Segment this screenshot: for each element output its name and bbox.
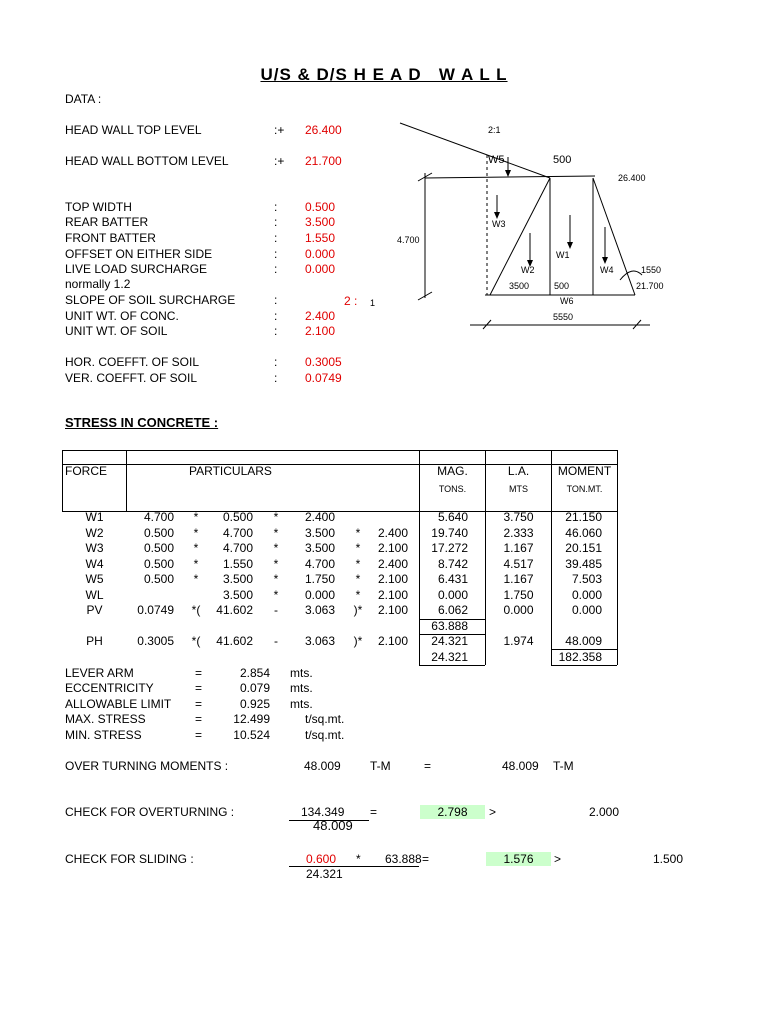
row-op3: )* — [353, 634, 363, 648]
param-label: HEAD WALL BOTTOM LEVEL — [65, 154, 229, 168]
row-mag: 19.740 — [431, 526, 468, 540]
row-op1: * — [193, 541, 199, 555]
result-unit: mts. — [290, 697, 313, 711]
row-la: 3.750 — [503, 510, 534, 524]
row-c: 3.063 — [304, 634, 335, 648]
soil-slope-line — [400, 123, 550, 178]
otm-u2: T-M — [553, 759, 574, 773]
row-b: 41.602 — [216, 603, 253, 617]
row-moment: 21.150 — [565, 510, 602, 524]
result-eq: = — [195, 712, 203, 726]
result-unit: mts. — [290, 681, 313, 695]
wall-top-line — [425, 176, 595, 178]
row-force: W3 — [85, 541, 104, 555]
row-a: 0.500 — [143, 541, 174, 555]
fig-top-width: 500 — [553, 154, 572, 166]
row-force: W4 — [85, 557, 104, 571]
fig-w5: W5 — [488, 154, 505, 166]
param-sep: : — [274, 200, 278, 214]
row-op3: * — [355, 557, 361, 571]
param-label: HEAD WALL TOP LEVEL — [65, 123, 202, 137]
param-sep: : — [274, 355, 278, 369]
section-header: STRESS IN CONCRETE : — [65, 415, 219, 430]
row-la: 0.000 — [503, 603, 534, 617]
row-op2: - — [274, 634, 278, 648]
cs-coef: 0.600 — [306, 852, 337, 866]
cs-op: * — [356, 852, 361, 866]
param-value: 0.000 — [305, 262, 336, 276]
cot-cmp: > — [489, 805, 497, 819]
fig-bottom-level: 21.700 — [636, 281, 664, 291]
result-label: MAX. STRESS — [65, 712, 146, 726]
ph-mag-repeat: 24.321 — [431, 650, 468, 664]
row-moment: 0.000 — [571, 603, 602, 617]
param-label: OFFSET ON EITHER SIDE — [65, 247, 213, 261]
row-moment: 48.009 — [565, 634, 602, 648]
row-op2: * — [273, 510, 279, 524]
row-moment: 7.503 — [571, 572, 602, 586]
row-d: 2.400 — [377, 526, 408, 540]
result-label: LEVER ARM — [65, 666, 134, 680]
row-la: 1.167 — [503, 541, 534, 555]
result-value: 10.524 — [233, 728, 270, 742]
row-c: 3.500 — [304, 526, 335, 540]
cot-limit: 2.000 — [589, 805, 620, 819]
row-op2: - — [274, 603, 278, 617]
cs-num: 63.888 — [385, 852, 422, 866]
row-force: PH — [86, 634, 103, 648]
result-label: MIN. STRESS — [65, 728, 142, 742]
cot-den: 48.009 — [313, 818, 353, 833]
th-particulars: PARTICULARS — [189, 464, 272, 478]
row-force: W5 — [85, 572, 104, 586]
result-unit: mts. — [290, 666, 313, 680]
row-a: 0.500 — [143, 572, 174, 586]
param-label: normally 1.2 — [65, 277, 131, 291]
cs-den: 24.321 — [306, 867, 343, 881]
param-value: 1.550 — [305, 231, 336, 245]
row-mag: 0.000 — [437, 588, 468, 602]
head-wall-diagram — [380, 115, 670, 345]
row-c: 1.750 — [304, 572, 335, 586]
cot-result: 2.798 — [420, 805, 485, 819]
result-value: 0.925 — [239, 697, 270, 711]
row-op1: *( — [191, 603, 201, 617]
cs-label: CHECK FOR SLIDING : — [65, 852, 194, 866]
otm-label: OVER TURNING MOMENTS : — [65, 759, 229, 773]
cs-eq: = — [422, 852, 430, 866]
row-b: 1.550 — [222, 557, 253, 571]
fig-slope: 2:1 — [488, 125, 501, 135]
th-force: FORCE — [65, 464, 107, 478]
row-mag: 6.062 — [437, 603, 468, 617]
param-value: 0.0749 — [305, 371, 342, 385]
param-sep: : — [274, 215, 278, 229]
param-label: SLOPE OF SOIL SURCHARGE — [65, 293, 236, 307]
row-la: 2.333 — [503, 526, 534, 540]
th-la: L.A. — [507, 464, 530, 478]
sum-moment: 182.358 — [558, 650, 602, 664]
row-op1: * — [193, 526, 199, 540]
fig-w3: W3 — [492, 219, 506, 229]
result-eq: = — [195, 681, 203, 695]
row-op3: * — [355, 526, 361, 540]
result-label: ALLOWABLE LIMIT — [65, 697, 172, 711]
result-label: ECCENTRICITY — [65, 681, 154, 695]
result-eq: = — [195, 697, 203, 711]
row-b: 0.500 — [222, 510, 253, 524]
data-label: DATA : — [65, 92, 102, 106]
otm-u1: T-M — [370, 759, 391, 773]
param-label: REAR BATTER — [65, 215, 149, 229]
front-arc — [620, 271, 642, 280]
result-eq: = — [195, 728, 203, 742]
fig-base-total: 5550 — [553, 312, 574, 322]
row-op2: * — [273, 572, 279, 586]
param-label: UNIT WT. OF CONC. — [65, 309, 179, 323]
row-b: 4.700 — [222, 526, 253, 540]
cot-num: 134.349 — [301, 805, 345, 819]
param-sep: : — [274, 371, 278, 385]
row-d: 2.100 — [377, 572, 408, 586]
otm-v1: 48.009 — [304, 759, 341, 773]
cs-limit: 1.500 — [653, 852, 684, 866]
row-force: WL — [85, 588, 104, 602]
param-sep: :+ — [274, 123, 285, 137]
row-moment: 46.060 — [565, 526, 602, 540]
row-mag: 6.431 — [437, 572, 468, 586]
row-op3: )* — [353, 603, 363, 617]
row-b: 4.700 — [222, 541, 253, 555]
result-value: 12.499 — [233, 712, 270, 726]
param-value: 0.500 — [305, 200, 336, 214]
row-op1: * — [193, 557, 199, 571]
row-a: 0.500 — [143, 526, 174, 540]
param-sep: : — [274, 231, 278, 245]
param-value: 26.400 — [305, 123, 342, 137]
rear-batter-line — [490, 178, 550, 295]
row-op3: * — [355, 588, 361, 602]
fig-rear: 3500 — [509, 281, 530, 291]
row-mag: 5.640 — [437, 510, 468, 524]
param-value: 0.000 — [305, 247, 336, 261]
row-la: 4.517 — [503, 557, 534, 571]
param-label: VER. COEFFT. OF SOIL — [65, 371, 198, 385]
row-b: 3.500 — [222, 572, 253, 586]
param-value: 21.700 — [305, 154, 342, 168]
front-batter-line — [593, 178, 635, 295]
fig-top-level: 26.400 — [618, 173, 646, 183]
th-la-unit: MTS — [509, 484, 528, 494]
row-d: 2.100 — [377, 588, 408, 602]
row-force: W2 — [85, 526, 104, 540]
row-moment: 39.485 — [565, 557, 602, 571]
row-la: 1.974 — [503, 634, 534, 648]
result-unit: t/sq.mt. — [305, 712, 345, 726]
row-op1: *( — [191, 634, 201, 648]
row-mag: 24.321 — [431, 634, 468, 648]
slope-ratio-a: 2 : — [344, 294, 358, 308]
row-c: 3.063 — [304, 603, 335, 617]
param-sep: :+ — [274, 154, 285, 168]
row-c: 2.400 — [304, 510, 335, 524]
row-op2: * — [273, 557, 279, 571]
param-label: FRONT BATTER — [65, 231, 156, 245]
fig-w6: W6 — [560, 296, 574, 306]
sum-mag: 63.888 — [431, 619, 468, 633]
fig-base-mid: 500 — [554, 281, 570, 291]
fig-height: 4.700 — [397, 235, 420, 245]
row-d: 2.100 — [377, 603, 408, 617]
param-label: HOR. COEFFT. OF SOIL — [65, 355, 200, 369]
row-c: 3.500 — [304, 541, 335, 555]
th-moment-unit: TON.MT. — [566, 484, 603, 494]
fig-front: 1550 — [640, 265, 661, 275]
row-a: 4.700 — [143, 510, 174, 524]
row-op2: * — [273, 541, 279, 555]
cot-eq: = — [370, 805, 378, 819]
slope-ratio-b: 1 — [370, 298, 376, 308]
row-c: 0.000 — [304, 588, 335, 602]
param-label: UNIT WT. OF SOIL — [65, 324, 168, 338]
param-sep: : — [274, 247, 278, 261]
result-value: 2.854 — [239, 666, 270, 680]
cs-cmp: > — [554, 852, 562, 866]
param-sep: : — [274, 262, 278, 276]
row-d: 2.100 — [377, 634, 408, 648]
param-value: 2.400 — [305, 309, 336, 323]
otm-eq: = — [424, 759, 432, 773]
param-sep: : — [274, 324, 278, 338]
row-op1: * — [193, 510, 199, 524]
page-title: U/S & D/S H E A D W A L L — [260, 65, 508, 84]
param-label: TOP WIDTH — [65, 200, 132, 214]
param-sep: : — [274, 293, 278, 307]
row-b: 3.500 — [222, 588, 253, 602]
row-d: 2.100 — [377, 541, 408, 555]
row-force: W1 — [85, 510, 104, 524]
row-mag: 8.742 — [437, 557, 468, 571]
th-mag-unit: TONS. — [438, 484, 467, 494]
row-a: 0.500 — [143, 557, 174, 571]
row-op1: * — [193, 572, 199, 586]
param-label: LIVE LOAD SURCHARGE — [65, 262, 208, 276]
row-op3: * — [355, 541, 361, 555]
th-moment: MOMENT — [557, 464, 612, 478]
param-value: 0.3005 — [305, 355, 342, 369]
param-value: 2.100 — [305, 324, 336, 338]
row-a: 0.0749 — [137, 603, 174, 617]
th-mag: MAG. — [437, 464, 468, 478]
row-c: 4.700 — [304, 557, 335, 571]
row-d: 2.400 — [377, 557, 408, 571]
param-value: 3.500 — [305, 215, 336, 229]
cs-result: 1.576 — [486, 852, 551, 866]
row-op2: * — [273, 526, 279, 540]
row-op2: * — [273, 588, 279, 602]
row-mag: 17.272 — [431, 541, 468, 555]
result-value: 0.079 — [239, 681, 270, 695]
fig-w2: W2 — [521, 265, 535, 275]
row-b: 41.602 — [216, 634, 253, 648]
fig-w1: W1 — [556, 250, 570, 260]
fig-w4: W4 — [600, 265, 614, 275]
row-moment: 0.000 — [571, 588, 602, 602]
row-la: 1.167 — [503, 572, 534, 586]
result-eq: = — [195, 666, 203, 680]
row-force: PV — [86, 603, 103, 617]
row-a: 0.3005 — [137, 634, 174, 648]
otm-v2: 48.009 — [502, 759, 539, 773]
row-moment: 20.151 — [565, 541, 602, 555]
cot-label: CHECK FOR OVERTURNING : — [65, 805, 235, 819]
result-unit: t/sq.mt. — [305, 728, 345, 742]
row-la: 1.750 — [503, 588, 534, 602]
param-sep: : — [274, 309, 278, 323]
row-op3: * — [355, 572, 361, 586]
